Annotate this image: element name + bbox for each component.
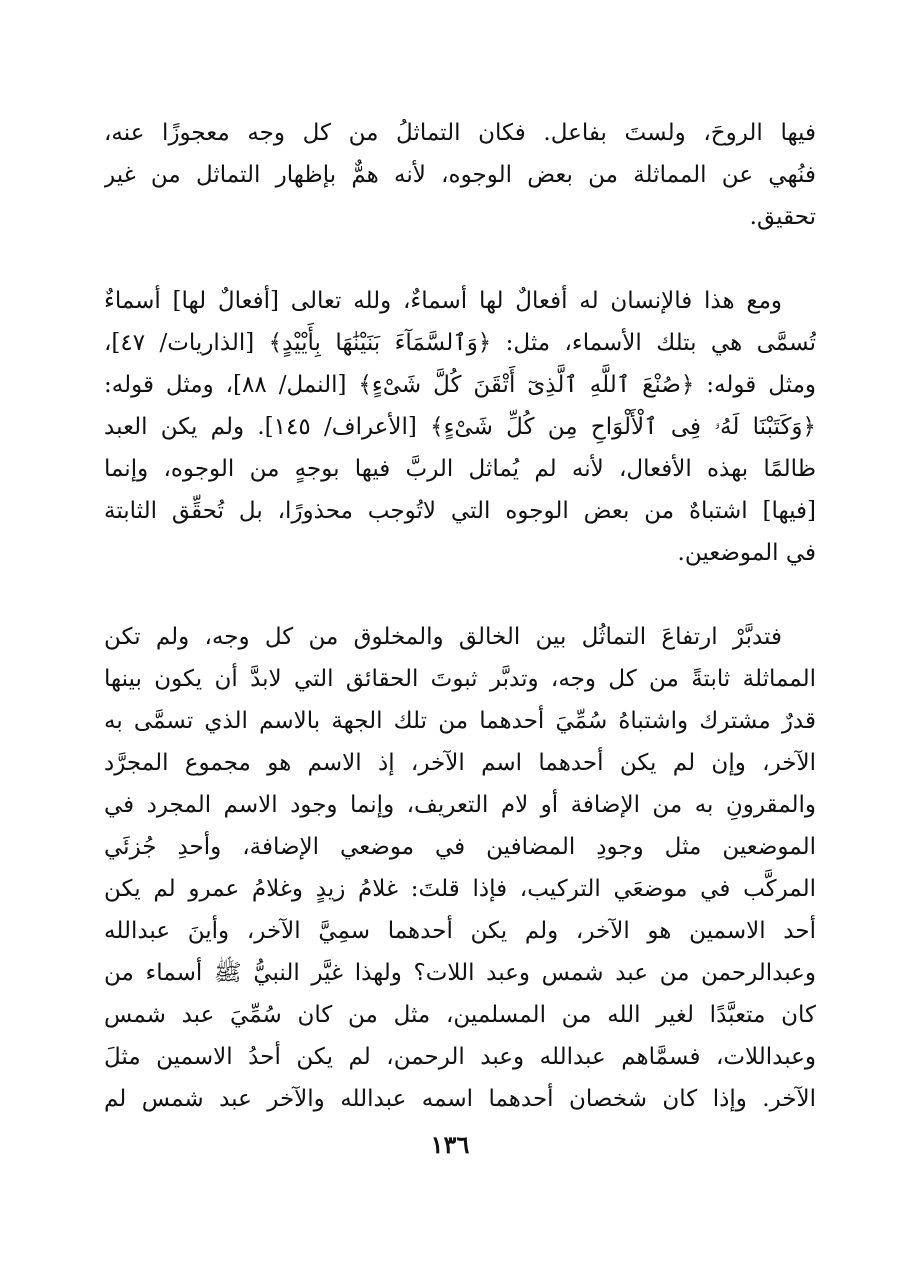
paragraph-3 — [104, 616, 816, 1120]
text-line: ﴿وَكَتَبْنَا لَهُۥ فِى ٱلْأَلْوَاحِ مِن كُلِّ شَىْءٍ﴾ [الأعراف/ ١٤٥]. ولم يكن العبد — [104, 414, 816, 440]
text-line: وعبداللات، فسمَّاهم عبدالله وعبد الرحمن، لم يكن أحدُ الاسمين مثلَ — [104, 1044, 816, 1070]
text-line: أحد الاسمين هو الآخر، ولم يكن أحدهما سمِيَّ الآخر، وأينَ عبدالله — [104, 918, 816, 944]
text-line: فيها الروحَ، ولستَ بفاعل. فكان التماثلُ من كل وجه معجوزًا عنه، — [104, 120, 816, 146]
text-line: تُسمَّى هي بتلك الأسماء، مثل: ﴿وَٱلسَّمَآءَ بَنَيْنَٰهَا بِأَيْيْدٍ﴾ [الذاريات/ ٤٧]، — [104, 330, 816, 356]
text-line: ومع هذا فالإنسان له أفعالٌ لها أسماءٌ، ولله تعالى [أفعالٌ لها] أسماءٌ — [104, 288, 783, 314]
text-line: فنُهي عن المماثلة من بعض الوجوه، لأنه همٌّ بإظهار التماثل من غير — [104, 162, 816, 188]
text-line: المماثلة ثابتةً من كل وجه، وتدبَّر ثبوتَ الحقائق التي لابدَّ أن يكون بينها — [104, 666, 816, 692]
paragraph-2 — [104, 280, 816, 574]
page-number: ١٣٦ — [430, 1130, 470, 1159]
text-line: الآخر، وإن لم يكن أحدهما اسم الآخر، إذ الاسم هو مجموع المجرَّد — [104, 750, 816, 776]
text-line: ومثل قوله: ﴿صُنْعَ ٱللَّهِ ٱلَّذِىٓ أَتْقَنَ كُلَّ شَىْءٍ﴾ [النمل/ ٨٨]، ومثل قوله: — [104, 372, 816, 398]
paragraph-gap — [104, 574, 816, 616]
text-line: الموضعين مثل وجودِ المضافين في موضعي الإضافة، وأحدِ جُزئَي — [104, 834, 816, 860]
paragraph-gap — [104, 238, 816, 280]
text-line: قدرٌ مشترك واشتباهُ سُمِّيَ أحدهما من تلك الجهة بالاسم الذي تسمَّى به — [104, 708, 816, 734]
text-line: الآخر. وإذا كان شخصان أحدهما اسمه عبدالله والآخر عبد شمس لم — [104, 1086, 816, 1112]
text-line: في الموضعين. — [677, 540, 816, 566]
text-line: فتدبَّرْ ارتفاعَ التماثُل بين الخالق والمخلوق من كل وجه، ولم تكن — [104, 624, 782, 650]
paragraph-1 — [104, 112, 816, 238]
text-line: ظالمًا بهذه الأفعال، لأنه لم يُماثل الربَّ فيها بوجهٍ من الوجوه، وإنما — [104, 456, 816, 482]
text-line: تحقيق. — [749, 204, 816, 230]
text-line: المركَّب في موضعَي التركيب، فإذا قلتَ: غلامُ زيدٍ وغلامُ عمرو لم يكن — [104, 876, 816, 902]
page-body — [104, 112, 816, 1152]
text-line: والمقرونِ به من الإضافة أو لام التعريف، وإنما وجود الاسم المجرد في — [104, 792, 816, 818]
text-line: كان متعبَّدًا لغير الله من المسلمين، مثل من كان سُمِّيَ عبد شمس — [104, 1002, 816, 1028]
text-line: وعبدالرحمن من عبد شمس وعبد اللات؟ ولهذا غيَّر النبيُّ ﷺ أسماء من — [104, 960, 816, 986]
text-line: [فيها] اشتباهٌ من بعض الوجوه التي لاتُوجب محذورًا، بل تُحقِّق الثابتة — [104, 498, 816, 524]
